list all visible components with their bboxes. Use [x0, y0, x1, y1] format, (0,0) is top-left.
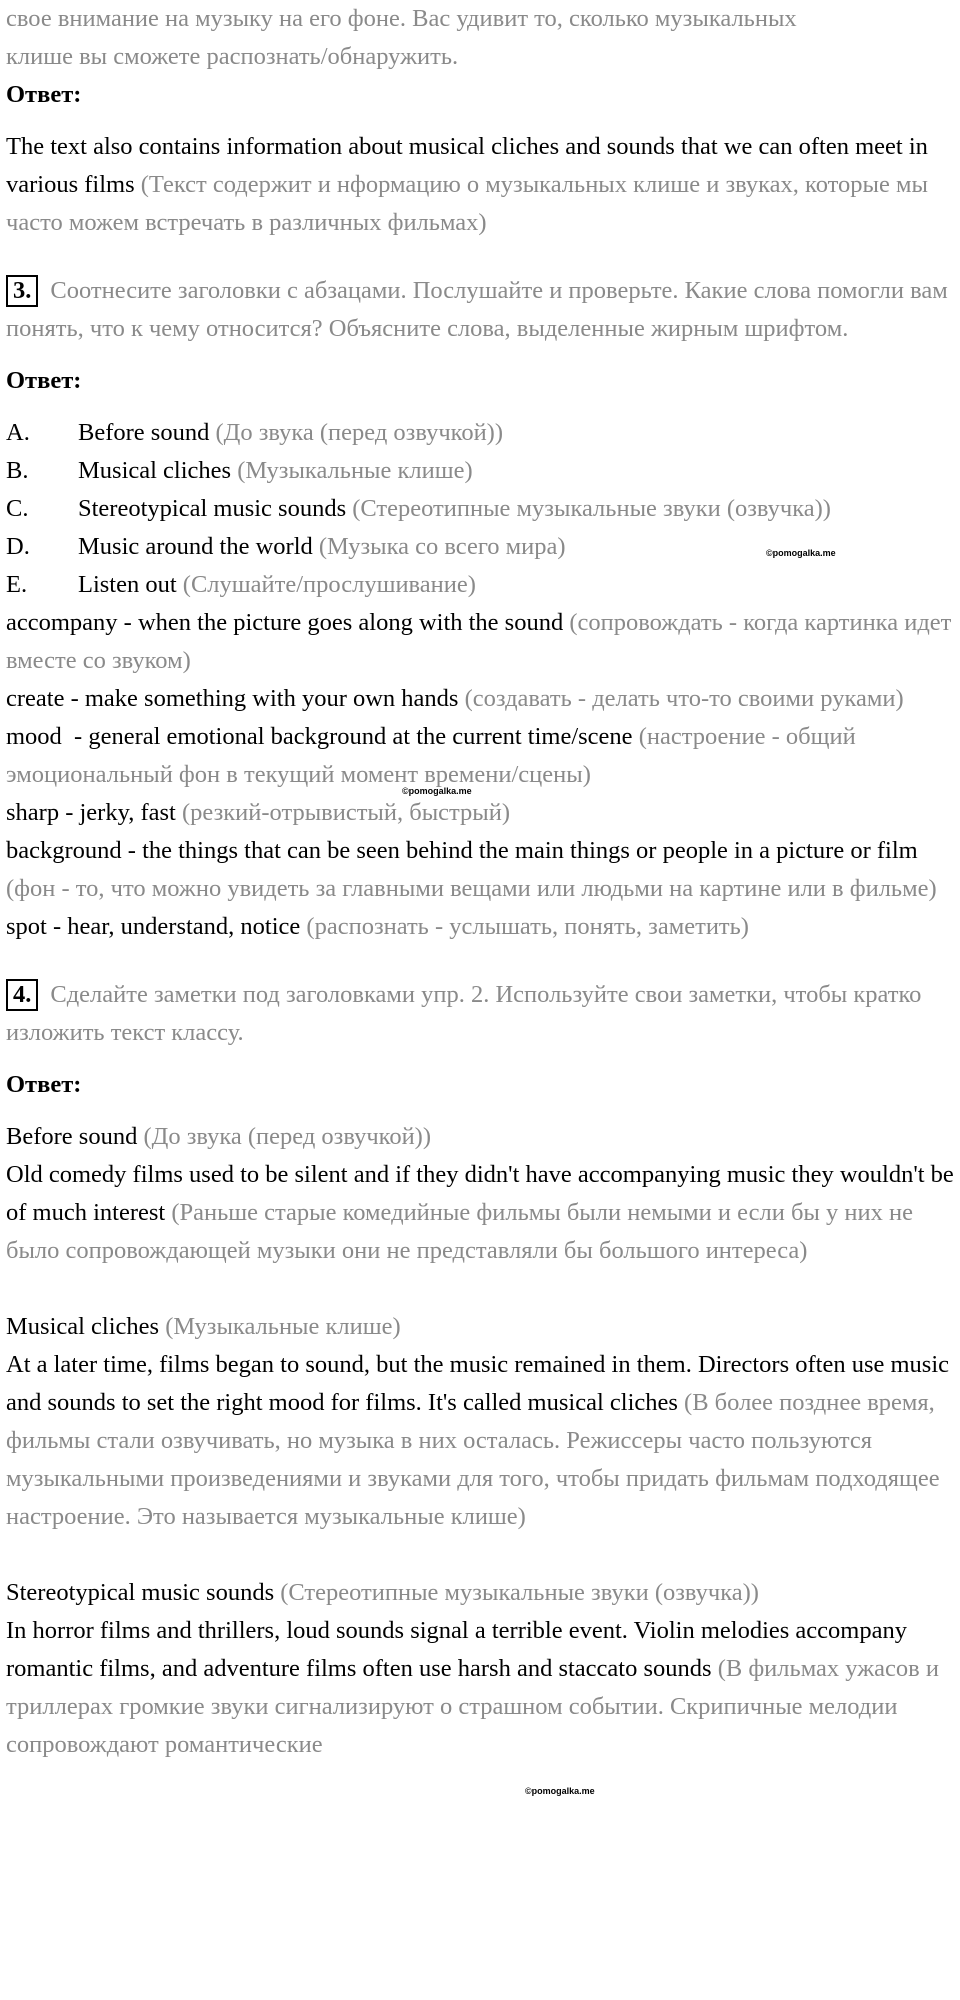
task-4-prompt — [6, 976, 954, 1052]
vocabulary-list — [6, 604, 954, 946]
answer-label-2: Ответ: — [6, 81, 82, 108]
task-4-number: 4. — [6, 979, 38, 1011]
list-item-b — [6, 452, 954, 490]
section-heading-ru: (Музыкальные клише) — [165, 1313, 401, 1340]
list-item-ru: (Стереотипные музыкальные звуки (озвучка)) — [352, 495, 831, 522]
section-body — [6, 1346, 954, 1536]
section-heading-en: Musical cliches — [6, 1313, 160, 1340]
list-letter: B. — [6, 457, 29, 484]
word-accompany — [6, 604, 954, 680]
word-background — [6, 832, 954, 908]
list-item-d — [6, 528, 954, 566]
list-item-e — [6, 566, 954, 604]
section-body — [6, 1612, 954, 1764]
word-mood — [6, 718, 954, 794]
list-item-c — [6, 490, 954, 528]
word-en: mood - general emotional background at the current time/scene — [6, 723, 633, 750]
word-ru: (фон - то, что можно увидеть за главными вещами или людьми на картине или в фильме) — [6, 875, 937, 902]
watermark: ©pomogalka.me — [766, 548, 836, 558]
word-ru: (резкий-отрывистый, быстрый) — [181, 799, 511, 826]
word-create — [6, 680, 954, 718]
section-heading — [6, 1308, 954, 1346]
task-4-section-2 — [6, 1308, 954, 1536]
word-ru: (сопровождать - когда картинка идет вместе со звуком) — [6, 609, 952, 674]
answer-2-en: The text also contains information about musical cliches and sounds that we can often meet in various films — [6, 133, 928, 198]
section-body-en: In horror films and thrillers, loud sounds signal a terrible event. Violin melodies accompany romantic films, and adventure films often use harsh and staccato sounds — [6, 1617, 907, 1682]
answer-2-ru: (Текст содержит и нформацию о музыкальных клише и звуках, которые мы часто можем встречать в различных фильмах) — [6, 171, 928, 236]
task-4-section-1 — [6, 1118, 954, 1270]
watermark: ©pomogalka.me — [402, 786, 472, 796]
answer-label-4: Ответ: — [6, 1071, 82, 1098]
task-3-prompt — [6, 272, 954, 348]
list-item-en: Before sound — [78, 419, 210, 446]
answer-label-3: Ответ: — [6, 367, 82, 394]
section-body-ru: (В фильмах ужасов и триллерах громкие звуки сигнализируют о страшном событии. Скрипичные мелодии сопровождают романтические — [6, 1655, 939, 1758]
list-item-ru: (Слушайте/прослушивание) — [182, 571, 476, 598]
task-3-text: Соотнесите заголовки с абзацами. Послушайте и проверьте. Какие слова помогли вам понять, что к чему относится? Объясните слова, выделенные жирным шрифтом. — [6, 277, 948, 342]
word-ru: (создавать - делать что-то своими руками) — [464, 685, 904, 712]
section-heading-ru: (До звука (перед озвучкой)) — [143, 1123, 431, 1150]
list-letter: E. — [6, 571, 28, 598]
section-heading — [6, 1574, 954, 1612]
section-body-ru: (Раньше старые комедийные фильмы были немыми и если бы у них не было сопровождающей музыки они не представляли бы большого интереса) — [6, 1199, 913, 1264]
answer-2-paragraph — [6, 128, 954, 242]
intro-line-2: клише вы сможете распознать/обнаружить. — [6, 43, 459, 70]
word-en: spot - hear, understand, notice — [6, 913, 301, 940]
word-en: sharp - jerky, fast — [6, 799, 176, 826]
section-heading-en: Stereotypical music sounds — [6, 1579, 275, 1606]
section-heading — [6, 1118, 954, 1156]
word-spot — [6, 908, 954, 946]
watermark: ©pomogalka.me — [525, 1786, 595, 1796]
word-ru: (настроение - общий эмоциональный фон в текущий момент времени/сцены) — [6, 723, 856, 788]
word-en: background - the things that can be seen behind the main things or people in a picture or film — [6, 837, 918, 864]
task-4-section-3 — [6, 1574, 954, 1764]
word-en: accompany - when the picture goes along with the sound — [6, 609, 564, 636]
task-4-text: Сделайте заметки под заголовками упр. 2. Используйте свои заметки, чтобы кратко изложить текст классу. — [6, 981, 922, 1046]
list-item-en: Stereotypical music sounds — [78, 495, 347, 522]
list-item-en: Music around the world — [78, 533, 313, 560]
list-item-en: Musical cliches — [78, 457, 232, 484]
list-item-ru: (Музыка со всего мира) — [318, 533, 566, 560]
list-item-ru: (До звука (перед озвучкой)) — [215, 419, 503, 446]
intro-line-1: свое внимание на музыку на его фоне. Вас удивит то, сколько музыкальных — [6, 5, 797, 32]
section-body-en: Old comedy films used to be silent and if they didn't have accompanying music they wouldn't be of much interest — [6, 1161, 954, 1226]
section-heading-en: Before sound — [6, 1123, 138, 1150]
list-letter: D. — [6, 533, 30, 560]
task-3-list — [6, 414, 954, 604]
word-sharp — [6, 794, 954, 832]
section-body-ru: (В более позднее время, фильмы стали озвучивать, но музыка в них осталась. Режиссеры часто пользуются музыкальными произведениями и звуками для того, чтобы придать фильмам подходящее настроение. Это называется музыкальные клише) — [6, 1389, 940, 1530]
word-en: create - make something with your own hands — [6, 685, 459, 712]
section-body-en: At a later time, films began to sound, but the music remained in them. Directors often use music and sounds to set the right mood for films. It's called musical cliches — [6, 1351, 950, 1416]
word-ru: (распознать - услышать, понять, заметить) — [306, 913, 749, 940]
list-letter: A. — [6, 419, 30, 446]
list-item-ru: (Музыкальные клише) — [237, 457, 473, 484]
section-body — [6, 1156, 954, 1270]
task-3-number: 3. — [6, 275, 38, 307]
list-item-a — [6, 414, 954, 452]
section-heading-ru: (Стереотипные музыкальные звуки (озвучка)) — [280, 1579, 759, 1606]
list-letter: C. — [6, 495, 29, 522]
list-item-en: Listen out — [78, 571, 177, 598]
